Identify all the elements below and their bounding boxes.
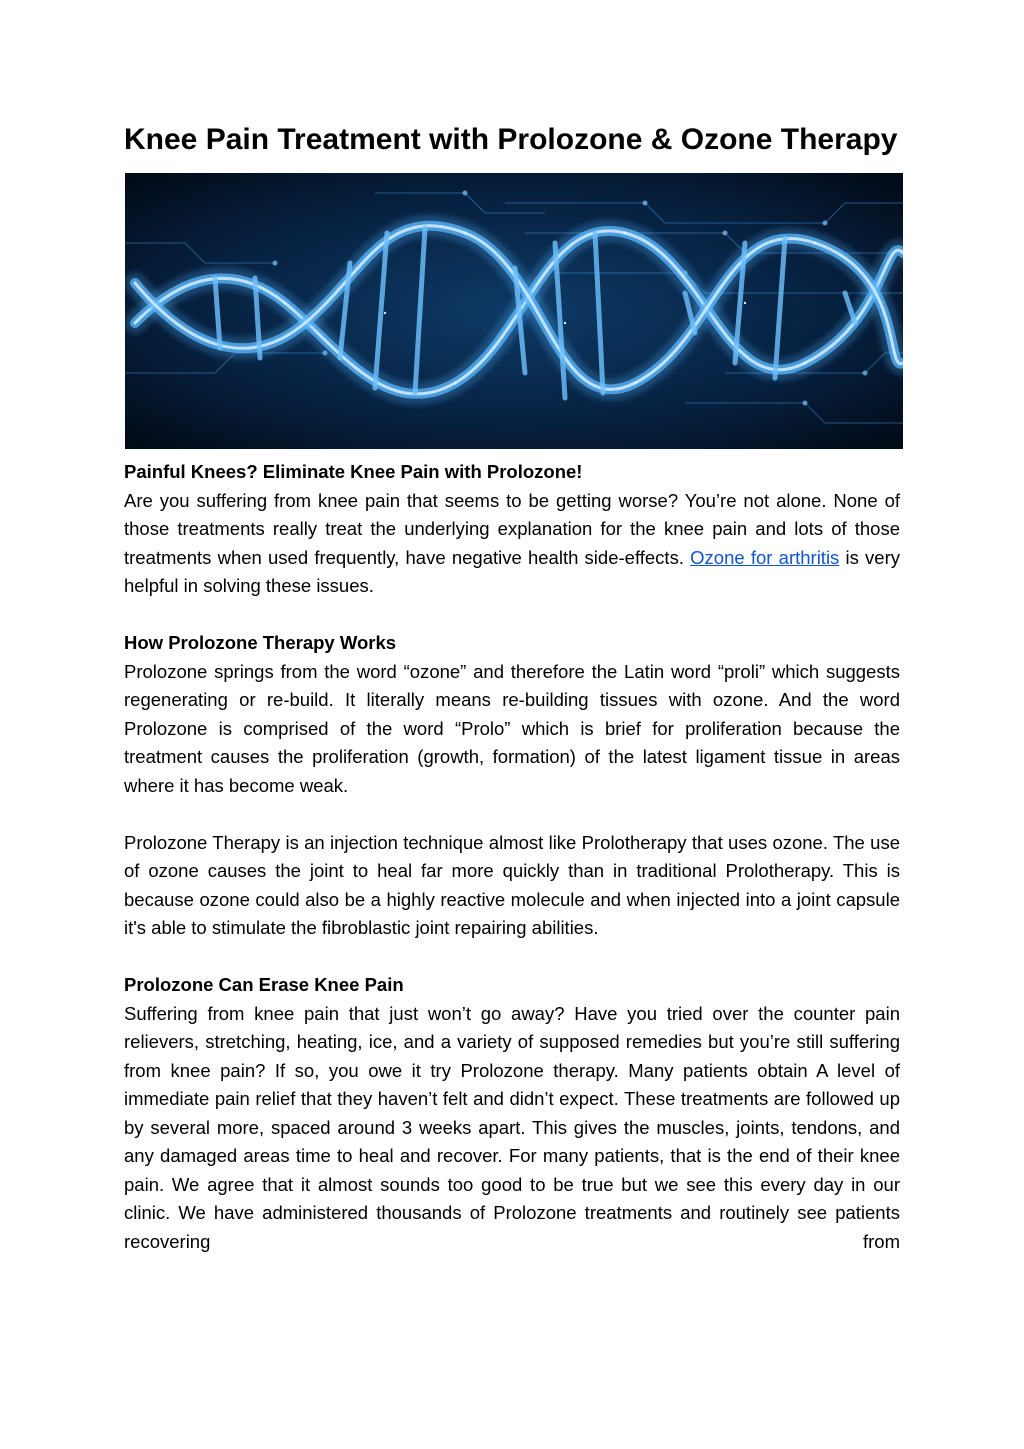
- section-prolozone-erase-knee-pain: [124, 971, 900, 1256]
- section-heading: Painful Knees? Eliminate Knee Pain with Prolozone!: [124, 461, 583, 482]
- body-paragraph: Prolozone springs from the word “ozone” and therefore the Latin word “proli” which suggests regenerating or re-build. It literally means re-building tissues with ozone. And the word Prolozone is comprised of the word “Prolo” which is brief for proliferation because the treatment causes the proliferation (growth, formation) of the latest ligament tissue in areas where it has become weak.: [124, 660, 900, 796]
- ozone-for-arthritis-link[interactable]: Ozone for arthritis: [690, 546, 840, 568]
- document-page: [124, 118, 900, 1256]
- section-how-prolozone-works: [124, 629, 900, 943]
- body-paragraph: Prolozone Therapy is an injection technique almost like Prolotherapy that uses ozone. The use of ozone causes the joint to heal far more quickly than in traditional Prolotherapy. This is because ozone could also be a highly reactive molecule and when injected into a joint capsule it's able to stimulate the fibroblastic joint repairing abilities.: [124, 831, 900, 938]
- body-paragraph: [124, 487, 900, 601]
- section-heading: How Prolozone Therapy Works: [124, 632, 397, 653]
- page-title: Knee Pain Treatment with Prolozone & Ozone Therapy: [124, 123, 898, 156]
- body-paragraph: Suffering from knee pain that just won’t go away? Have you tried over the counter pain relievers, stretching, heating, ice, and a variety of supposed remedies but you’re still suffering from knee pain? If so, you owe it try Prolozone therapy. Many patients obtain A level of immediate pain relief that they haven’t felt and didn’t expect. These treatments are followed up by several more, spaced around 3 weeks apart. This gives the muscles, joints, tendons, and any damaged areas time to heal and recover. For many patients, that is the end of their knee pain. We agree that it almost sounds too good to be true but we see this every day in our clinic. We have administered thousands of Prolozone treatments and routinely see patients recovering from: [124, 1002, 900, 1252]
- section-heading: Prolozone Can Erase Knee Pain: [124, 974, 404, 995]
- paragraph-text: Are you suffering from knee pain that seems to be getting worse? You’re not alone. None of those treatments really treat the underlying explanation for the knee pain and lots of those treatments when used frequently, have negative health side-effects.: [124, 489, 900, 568]
- section-painful-knees: [124, 458, 900, 601]
- paragraph-text: is very helpful in solving these issues.: [124, 546, 901, 596]
- dna-helix-image: [125, 173, 903, 449]
